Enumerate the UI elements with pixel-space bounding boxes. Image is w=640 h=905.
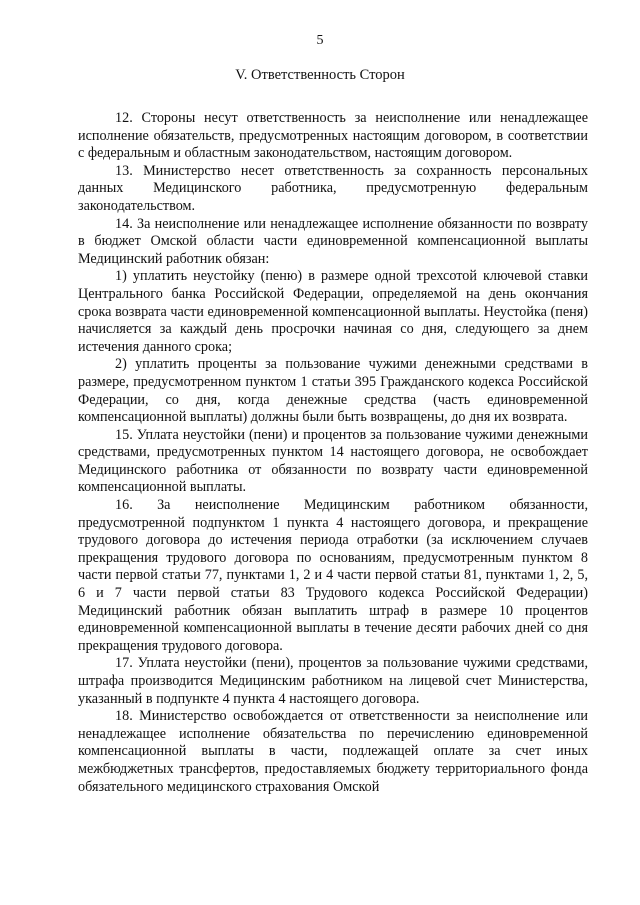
paragraph-14: 14. За неисполнение или ненадлежащее исполнение обязанности по возврату в бюджет Омской области части единовременной компенсационной выплаты Медицинский работник обязан: bbox=[78, 215, 588, 267]
paragraph-17: 17. Уплата неустойки (пени), процентов за пользование чужими средствами, штрафа производится Медицинским работником на лицевой счет Министерства, указанный в подпункте 4 пункта 4 настоящего договора. bbox=[78, 655, 588, 707]
paragraph-13: 13. Министерство несет ответственность за сохранность персональных данных Медицинского работника, предусмотренную федеральным законодательством. bbox=[78, 162, 588, 214]
paragraph-18: 18. Министерство освобождается от ответственности за неисполнение или ненадлежащее исполнение обязательства по перечислению единовременной компенсационной выплаты в части, подлежащей оплате за счет иных межбюджетных трансфертов, предоставляемых бюджету территориального фонда обязательного медицинского страхования Омской bbox=[78, 708, 588, 795]
body-text bbox=[78, 110, 588, 796]
paragraph-16: 16. За неисполнение Медицинским работником обязанности, предусмотренной подпунктом 1 пункта 4 настоящего договора, и прекращение трудового договора до истечения периода отработки (за исключением случаев прекращения трудового договора по основаниям, предусмотренным пунктом 8 части первой статьи 77, пунктами 1, 2 и 4 части первой статьи 81, пунктами 1, 2, 5, 6 и 7 части первой статьи 83 Трудового кодекса Российской Федерации) Медицинский работник обязан выплатить штраф в размере 10 процентов единовременной компенсационной выплаты в течение десяти рабочих дней со дня прекращения трудового договора. bbox=[78, 497, 588, 654]
paragraph-15: 15. Уплата неустойки (пени) и процентов за пользование чужими денежными средствами, предусмотренных пунктом 14 настоящего договора, не освобождает Медицинского работника от обязанности по возврату части единовременной компенсационной выплаты. bbox=[78, 426, 588, 496]
paragraph-12: 12. Стороны несут ответственность за неисполнение или ненадлежащее исполнение обязательств, предусмотренных настоящим договором, в соответствии с федеральным и областным законодательством, настоящим договором. bbox=[78, 110, 588, 162]
paragraph-14-item-2: 2) уплатить проценты за пользование чужими денежными средствами в размере, предусмотренном пунктом 1 статьи 395 Гражданского кодекса Российской Федерации, со дня, когда денежные средства (часть единовременной компенсационной выплаты) должны были быть возвращены, до дня их возврата. bbox=[78, 356, 588, 426]
section-title: V. Ответственность Сторон bbox=[235, 67, 405, 83]
page-number: 5 bbox=[316, 33, 324, 48]
paragraph-14-item-1: 1) уплатить неустойку (пеню) в размере одной трехсотой ключевой ставки Центрального банка Российской Федерации, определяемой на день окончания срока возврата части единовременной компенсационной выплаты. Неустойка (пеня) начисляется за каждый день просрочки начиная со дня, следующего за днем истечения данного срока; bbox=[78, 268, 588, 355]
